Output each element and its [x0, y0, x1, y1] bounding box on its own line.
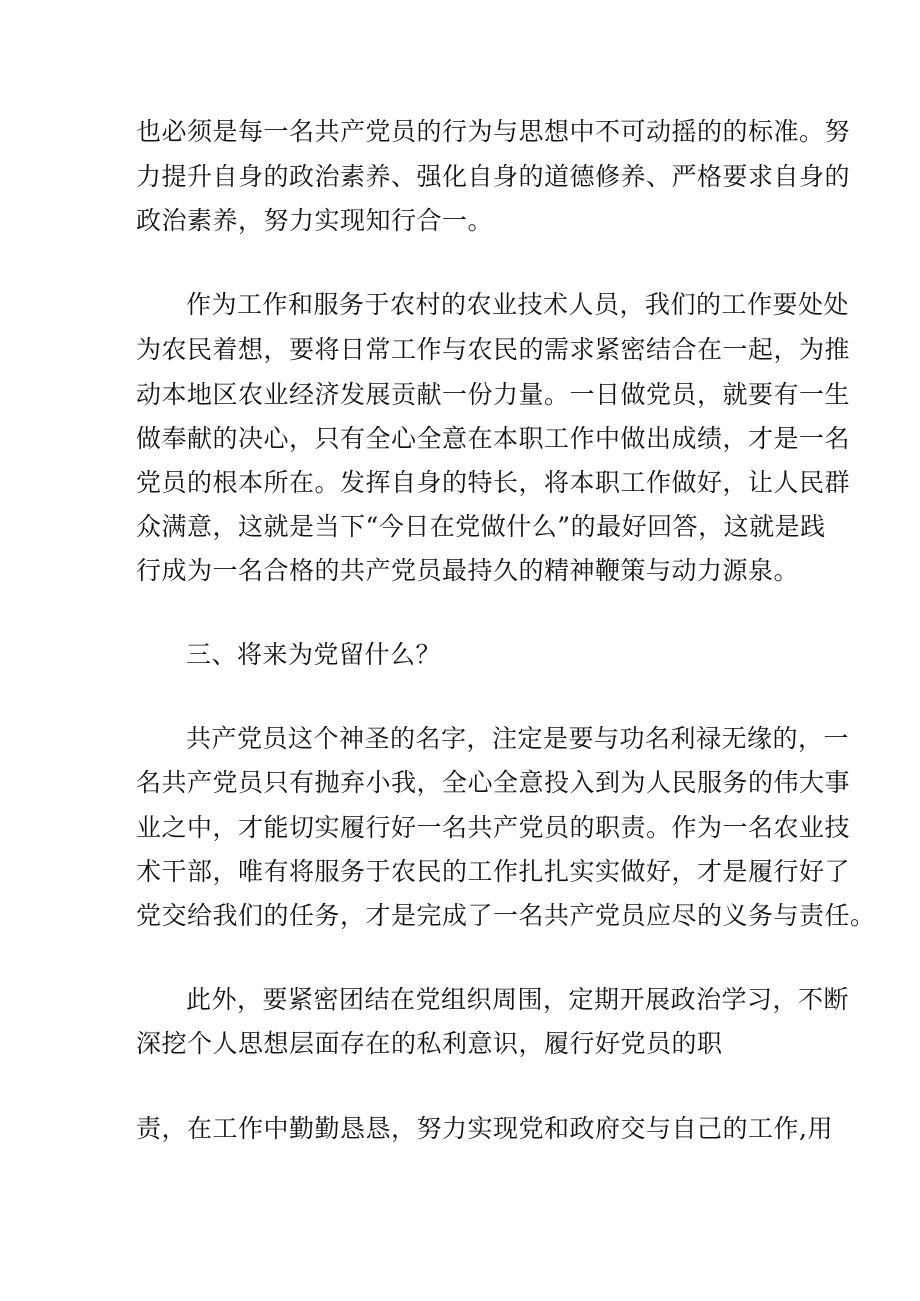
text-line: 术干部，唯有将服务于农民的工作扎扎实实做好，才是履行好了 — [136, 857, 851, 886]
text-line: 业之中，才能切实履行好一名共产党员的职责。作为一名农业技 — [136, 813, 851, 842]
text-line: 深挖个人思想层面存在的私利意识，履行好党员的职 — [136, 1029, 723, 1058]
text-line: 党员的根本所在。发挥自身的特长，将本职工作做好，让人民群 — [136, 468, 851, 497]
text-line: 此外，要紧密团结在党组织周围，定期开展政治学习，不断 — [186, 985, 850, 1014]
text-line: 做奉献的决心，只有全心全意在本职工作中做出成绩，才是一名 — [136, 424, 851, 453]
text-line: 众满意，这就是当下“今日在党做什么”的最好回答，这就是践 — [136, 512, 826, 541]
text-line: 共产党员这个神圣的名字，注定是要与功名利禄无缘的，一 — [186, 724, 850, 753]
text-line: 动本地区农业经济发展贡献一份力量。一日做党员，就要有一生 — [136, 380, 851, 409]
text-line: 政治素养，努力实现知行合一。 — [136, 206, 494, 235]
text-line: 行成为一名合格的共产党员最持久的精神鞭策与动力源泉。 — [136, 556, 800, 585]
text-line: 力提升自身的政治素养、强化自身的道德修养、严格要求自身的 — [136, 162, 851, 191]
section-heading: 三、将来为党留什么？ — [186, 640, 442, 669]
text-line: 也必须是每一名共产党员的行为与思想中不可动摇的的标准。努 — [136, 117, 851, 146]
text-line: 责，在工作中勤勤恳恳，努力实现党和政府交与自己的工作,用 — [136, 1114, 833, 1143]
text-line: 为农民着想，要将日常工作与农民的需求紧密结合在一起，为推 — [136, 335, 851, 364]
text-line: 党交给我们的任务，才是完成了一名共产党员应尽的义务与责任。 — [136, 901, 876, 930]
text-line: 名共产党员只有抛弃小我，全心全意投入到为人民服务的伟大事 — [136, 768, 851, 797]
text-line: 作为工作和服务于农村的农业技术人员，我们的工作要处处 — [186, 290, 850, 319]
